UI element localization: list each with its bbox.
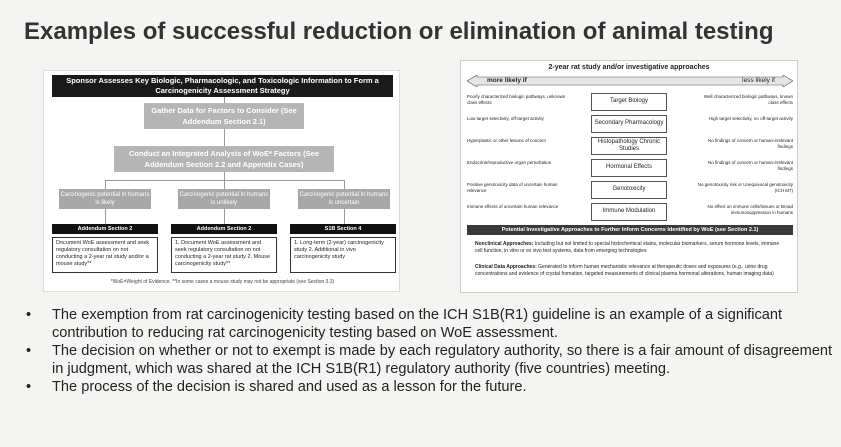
list-item [22, 343, 834, 378]
row-factor-box: Histopathology Chronic Studies [591, 137, 667, 155]
bullet-dot-icon: • [26, 307, 32, 323]
row-left-text: Low target selectivity, off-target activity [467, 116, 544, 121]
carcinogenicity-flowchart [43, 70, 400, 292]
clinical-body: Generated to inform human mechanistic relevance at therapeutic doses and exposures (e.g., urine drug concentrations and evidence of crystal formation, targeted measurements of clinical plasma hormonal alterations, human imaging data) [475, 264, 774, 277]
row-left-text: Poorly characterized biologic pathways, unknown class effects [467, 94, 566, 105]
clinical-label: Clinical Data Approaches: [475, 264, 537, 270]
slide-title: Examples of successful reduction or elimination of animal testing [24, 18, 774, 45]
table-row [467, 202, 793, 224]
connector [344, 209, 345, 224]
nonclinical-body: Including but not limited to special histochemical stains, molecular biomarkers, serum hormone levels, immune cell function, in vitro or ex vivo test systems, data from emerging technologies [475, 241, 780, 254]
flowchart-header: Sponsor Assesses Key Biologic, Pharmacologic, and Toxicologic Information to Form a Carcinogenicity Assessment Strategy [52, 75, 393, 97]
section-label: Addendum Section 2 [171, 224, 277, 234]
row-left-text: Positive genotoxicity data of uncertain human relevance [467, 182, 558, 193]
row-right-text: No effect on immune cells/tissues or Broad immunosuppression in humans [707, 204, 793, 215]
branch-action-text: Document WoE assessment and seek regulatory consultation on not conducting a 2-year rat study and/or a mouse study** [52, 237, 158, 273]
potential-uncertain-box: Carcinogenic potential in humans is uncertain [298, 189, 390, 209]
more-likely-label: more likely if [487, 77, 527, 84]
bullet-dot-icon: • [26, 379, 32, 395]
woe-factors-table [460, 60, 798, 293]
connector [105, 209, 106, 224]
branch-action-text: 1. Document WoE assessment and seek regulatory consultation on not conducting a 2-year rat study 2. Mouse carcinogenicity study** [171, 237, 277, 273]
connector [344, 180, 345, 189]
row-left-text: Immune effects of uncertain human relevance [467, 204, 559, 209]
potential-unlikely-box: Carcinogenic potential in humans is unlikely [178, 189, 270, 209]
connector [224, 129, 225, 146]
bullet-dot-icon: • [26, 343, 32, 359]
row-factor-box: Secondary Pharmacology [591, 115, 667, 133]
row-right-text: Well characterized biologic pathways, known class effects [703, 94, 793, 105]
table-row [467, 180, 793, 202]
connector [105, 180, 345, 181]
conduct-analysis-box: Conduct an Integrated Analysis of WoE* Factors (See Addendum Section 2.2 and Appendix Cases) [114, 146, 334, 172]
table-row [467, 136, 793, 158]
connector [224, 172, 225, 180]
flowchart-footnote: *WoE=Weight of Evidence. **In some cases a mouse study may not be appropriate (see Section 3.3) [110, 279, 335, 285]
row-factor-box: Target Biology [591, 93, 667, 111]
connector [224, 180, 225, 189]
less-likely-label: less likely if [742, 77, 775, 84]
list-item [22, 307, 834, 342]
connector [224, 209, 225, 224]
bullet-text: The exemption from rat carcinogenicity testing based on the ICH S1B(R1) guideline is an example of a significant contribution to reducing rat carcinogenicity testing based on WoE assessment. [52, 307, 783, 341]
row-factor-box: Immune Modulation [591, 203, 667, 221]
table-row [467, 158, 793, 180]
section-label: S1B Section 4 [290, 224, 396, 234]
gather-data-box: Gather Data for Factors to Consider (See Addendum Section 2.1) [144, 103, 304, 129]
potential-likely-box: Carcinogenic potential in humans is likely [59, 189, 151, 209]
table-row [467, 92, 793, 114]
nonclinical-label: Nonclinical Approaches: [475, 241, 534, 247]
investigative-approaches-bar: Potential Investigative Approaches to Further Inform Concerns Identified by WoE (see Section 2.1) [467, 225, 793, 235]
row-right-text: No findings of concern or human-irrelevant findings [707, 138, 793, 149]
row-right-text: No genotoxicity risk or Unequivocal genotoxicity (ICH M7) [697, 182, 793, 193]
row-left-text: Endocrine/reproductive organ perturbation [467, 160, 552, 165]
row-factor-box: Genotoxicity [591, 181, 667, 199]
bullet-list [22, 307, 834, 398]
row-left-text: Hyperplastic or other lesions of concern [467, 138, 547, 143]
bullet-text: The decision on whether or not to exempt is made by each regulatory authority, so there is a fair amount of disagreement in judgment, which was shared at the ICH S1B(R1) regulatory authority (five countries) meeting. [52, 343, 833, 377]
connector [105, 180, 106, 189]
row-right-text: High target selectivity, no off-target activity [708, 116, 793, 121]
row-factor-box: Hormonal Effects [591, 159, 667, 177]
table-row [467, 114, 793, 136]
clinical-approaches-text [475, 264, 785, 277]
branch-action-text: 1. Long-term (2-year) carcinogenicity study 2. Additional in vivo carcinogenicity study [290, 237, 396, 273]
bullet-text: The process of the decision is shared and used as a lesson for the future. [52, 379, 527, 395]
table-title: 2-year rat study and/or investigative approaches [548, 64, 710, 71]
list-item [22, 379, 834, 397]
section-label: Addendum Section 2 [52, 224, 158, 234]
row-right-text: No findings of concern or human-irrelevant findings [707, 160, 793, 171]
nonclinical-approaches-text [475, 241, 785, 254]
